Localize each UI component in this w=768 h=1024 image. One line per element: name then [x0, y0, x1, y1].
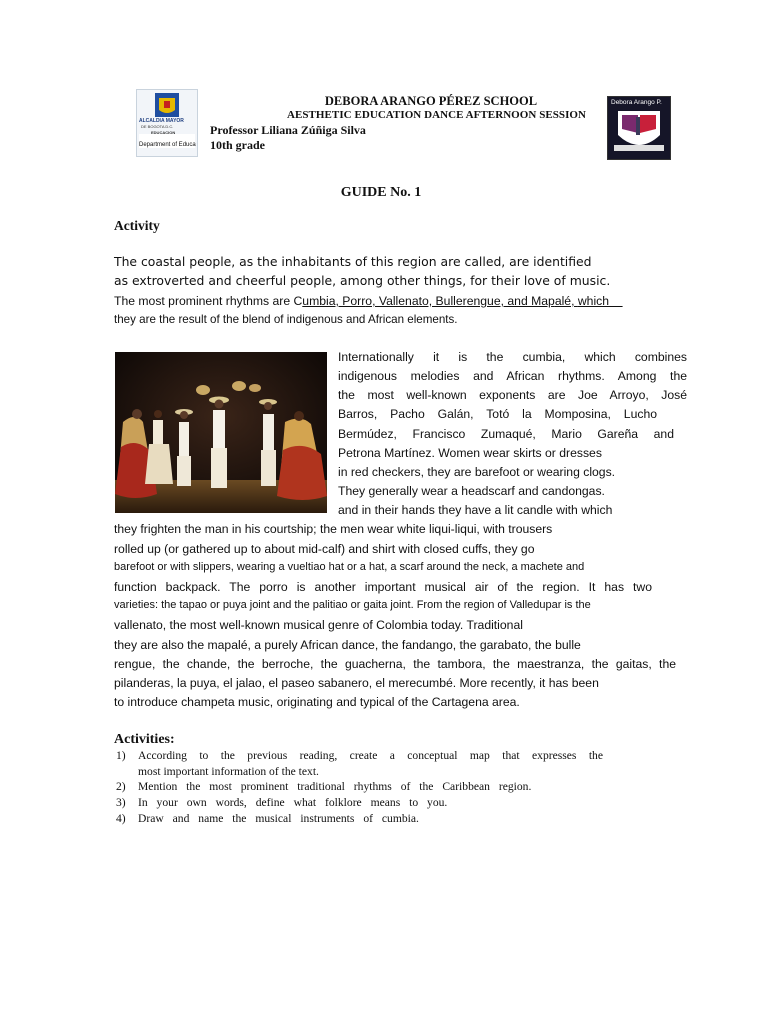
body-line-f10: to introduce champeta music, originating and typical of the Cartagena area.	[114, 695, 520, 709]
body-line-f1: they frighten the man in his courtship; the men wear white liqui-liqui, with trousers	[114, 522, 553, 536]
rhythm-mapale: alé,	[554, 294, 578, 308]
activity-text-1-cont: most important information of the text.	[138, 765, 319, 778]
body-line-f7: they are also the mapalé, a purely African dance, the fandango, the garabato, the bulle	[114, 638, 581, 652]
intro-line-3-part: The most prominent rhythms are C	[114, 294, 303, 308]
guide-title: GUIDE No. 1	[340, 185, 422, 200]
body-line-r6: Petrona Martínez. Women wear skirts or dresses	[338, 446, 602, 460]
body-line-f6: vallenato, the most well-known musical genre of Colombia today. Traditional	[114, 618, 523, 632]
activity-text-4: Draw and name the musical instruments of cumbia.	[138, 812, 419, 825]
body-line-r4: Barros, Pacho Galán, Totó la Momposina, Lucho	[338, 407, 657, 421]
intro-line-3	[114, 294, 623, 308]
activity-num-4: 4)	[116, 812, 126, 825]
activity-text-2: Mention the most prominent traditional rhythms of the Caribbean region.	[138, 780, 532, 793]
cumbia-dancers-photo	[115, 352, 327, 513]
rhythm-cumbia: umbia, Porr	[302, 294, 366, 308]
activity-item-4	[116, 812, 419, 825]
activity-item-1	[116, 749, 603, 762]
activity-num-1: 1)	[116, 749, 126, 762]
activity-heading: Activity	[114, 218, 160, 233]
body-line-r5: Bermúdez, Francisco Zumaqué, Mario Gareña and	[338, 427, 674, 441]
activity-num-2: 2)	[116, 780, 126, 793]
logo-text-4: Department of Educa	[139, 142, 196, 148]
crest-text: Debora Arango P.	[611, 99, 662, 106]
body-line-f8: rengue, the chande, the berroche, the guacherna, the tambora, the maestranza, the gaitas, the	[114, 657, 676, 671]
activity-text-1: According to the previous reading, create a conceptual map that expresses the	[138, 749, 603, 762]
intro-line-4: they are the result of the blend of indigenous and African elements.	[114, 313, 458, 326]
body-line-r1: Internationally it is the cumbia, which combines	[338, 350, 687, 364]
rhythm-porro: o, Vallena	[365, 294, 419, 308]
logo-text-2: DE BOGOTA D.C.	[141, 124, 174, 129]
body-line-r7: in red checkers, they are barefoot or wearing clogs.	[338, 465, 616, 479]
school-name: DEBORA ARANGO PÉREZ SCHOOL	[324, 94, 538, 108]
session-title: AESTHETIC EDUCATION DANCE AFTERNOON SESSION	[287, 109, 587, 121]
body-line-f3: barefoot or with slippers, wearing a vueltiao hat or a hat, a scarf around the neck, a machete and	[114, 561, 585, 573]
body-line-r3: the most well-known exponents are Joe Arroyo, José	[338, 388, 687, 402]
professor-name: Professor Liliana Zúñiga Silva	[210, 123, 366, 137]
intro-line-1: The coastal people, as the inhabitants of this region are called, are identified	[114, 254, 592, 269]
activities-heading: Activities:	[114, 732, 175, 747]
activity-item-3	[116, 796, 447, 809]
body-line-f9: pilanderas, la puya, el jalao, el paseo sabanero, el merecumbé. More recently, it has been	[114, 676, 599, 690]
activity-text-3: In your own words, define what folklore means to you.	[138, 796, 448, 809]
body-line-f2: rolled up (or gathered up to about mid-calf) and shirt with closed cuffs, they go	[114, 542, 535, 556]
rhythm-bullerengue: engue, and Map	[466, 294, 555, 308]
body-line-r8: They generally wear a headscarf and candongas.	[338, 484, 605, 498]
grade-label: 10th grade	[210, 138, 265, 152]
intro-which: which	[577, 294, 623, 308]
logo-text-3: EDUCACION	[151, 130, 176, 135]
body-line-r9: and in their hands they have a lit candle with which	[338, 503, 613, 517]
body-line-r2: indigenous melodies and African rhythms. Among the	[338, 369, 687, 383]
logo-text-1: ALCALDIA MAYOR	[139, 118, 184, 124]
intro-line-2: as extroverted and cheerful people, among other things, for their love of music.	[114, 273, 611, 288]
activity-item-2	[116, 780, 531, 793]
body-line-f4: function backpack. The porro is another important musical air of the region. It has two	[114, 580, 652, 594]
body-line-f5: varieties: the tapao or puya joint and the palitiao or gaita joint. From the region of Valledupar is the	[114, 599, 591, 611]
rhythm-vallenato: to, Buller	[418, 294, 467, 308]
activity-num-3: 3)	[116, 796, 126, 809]
